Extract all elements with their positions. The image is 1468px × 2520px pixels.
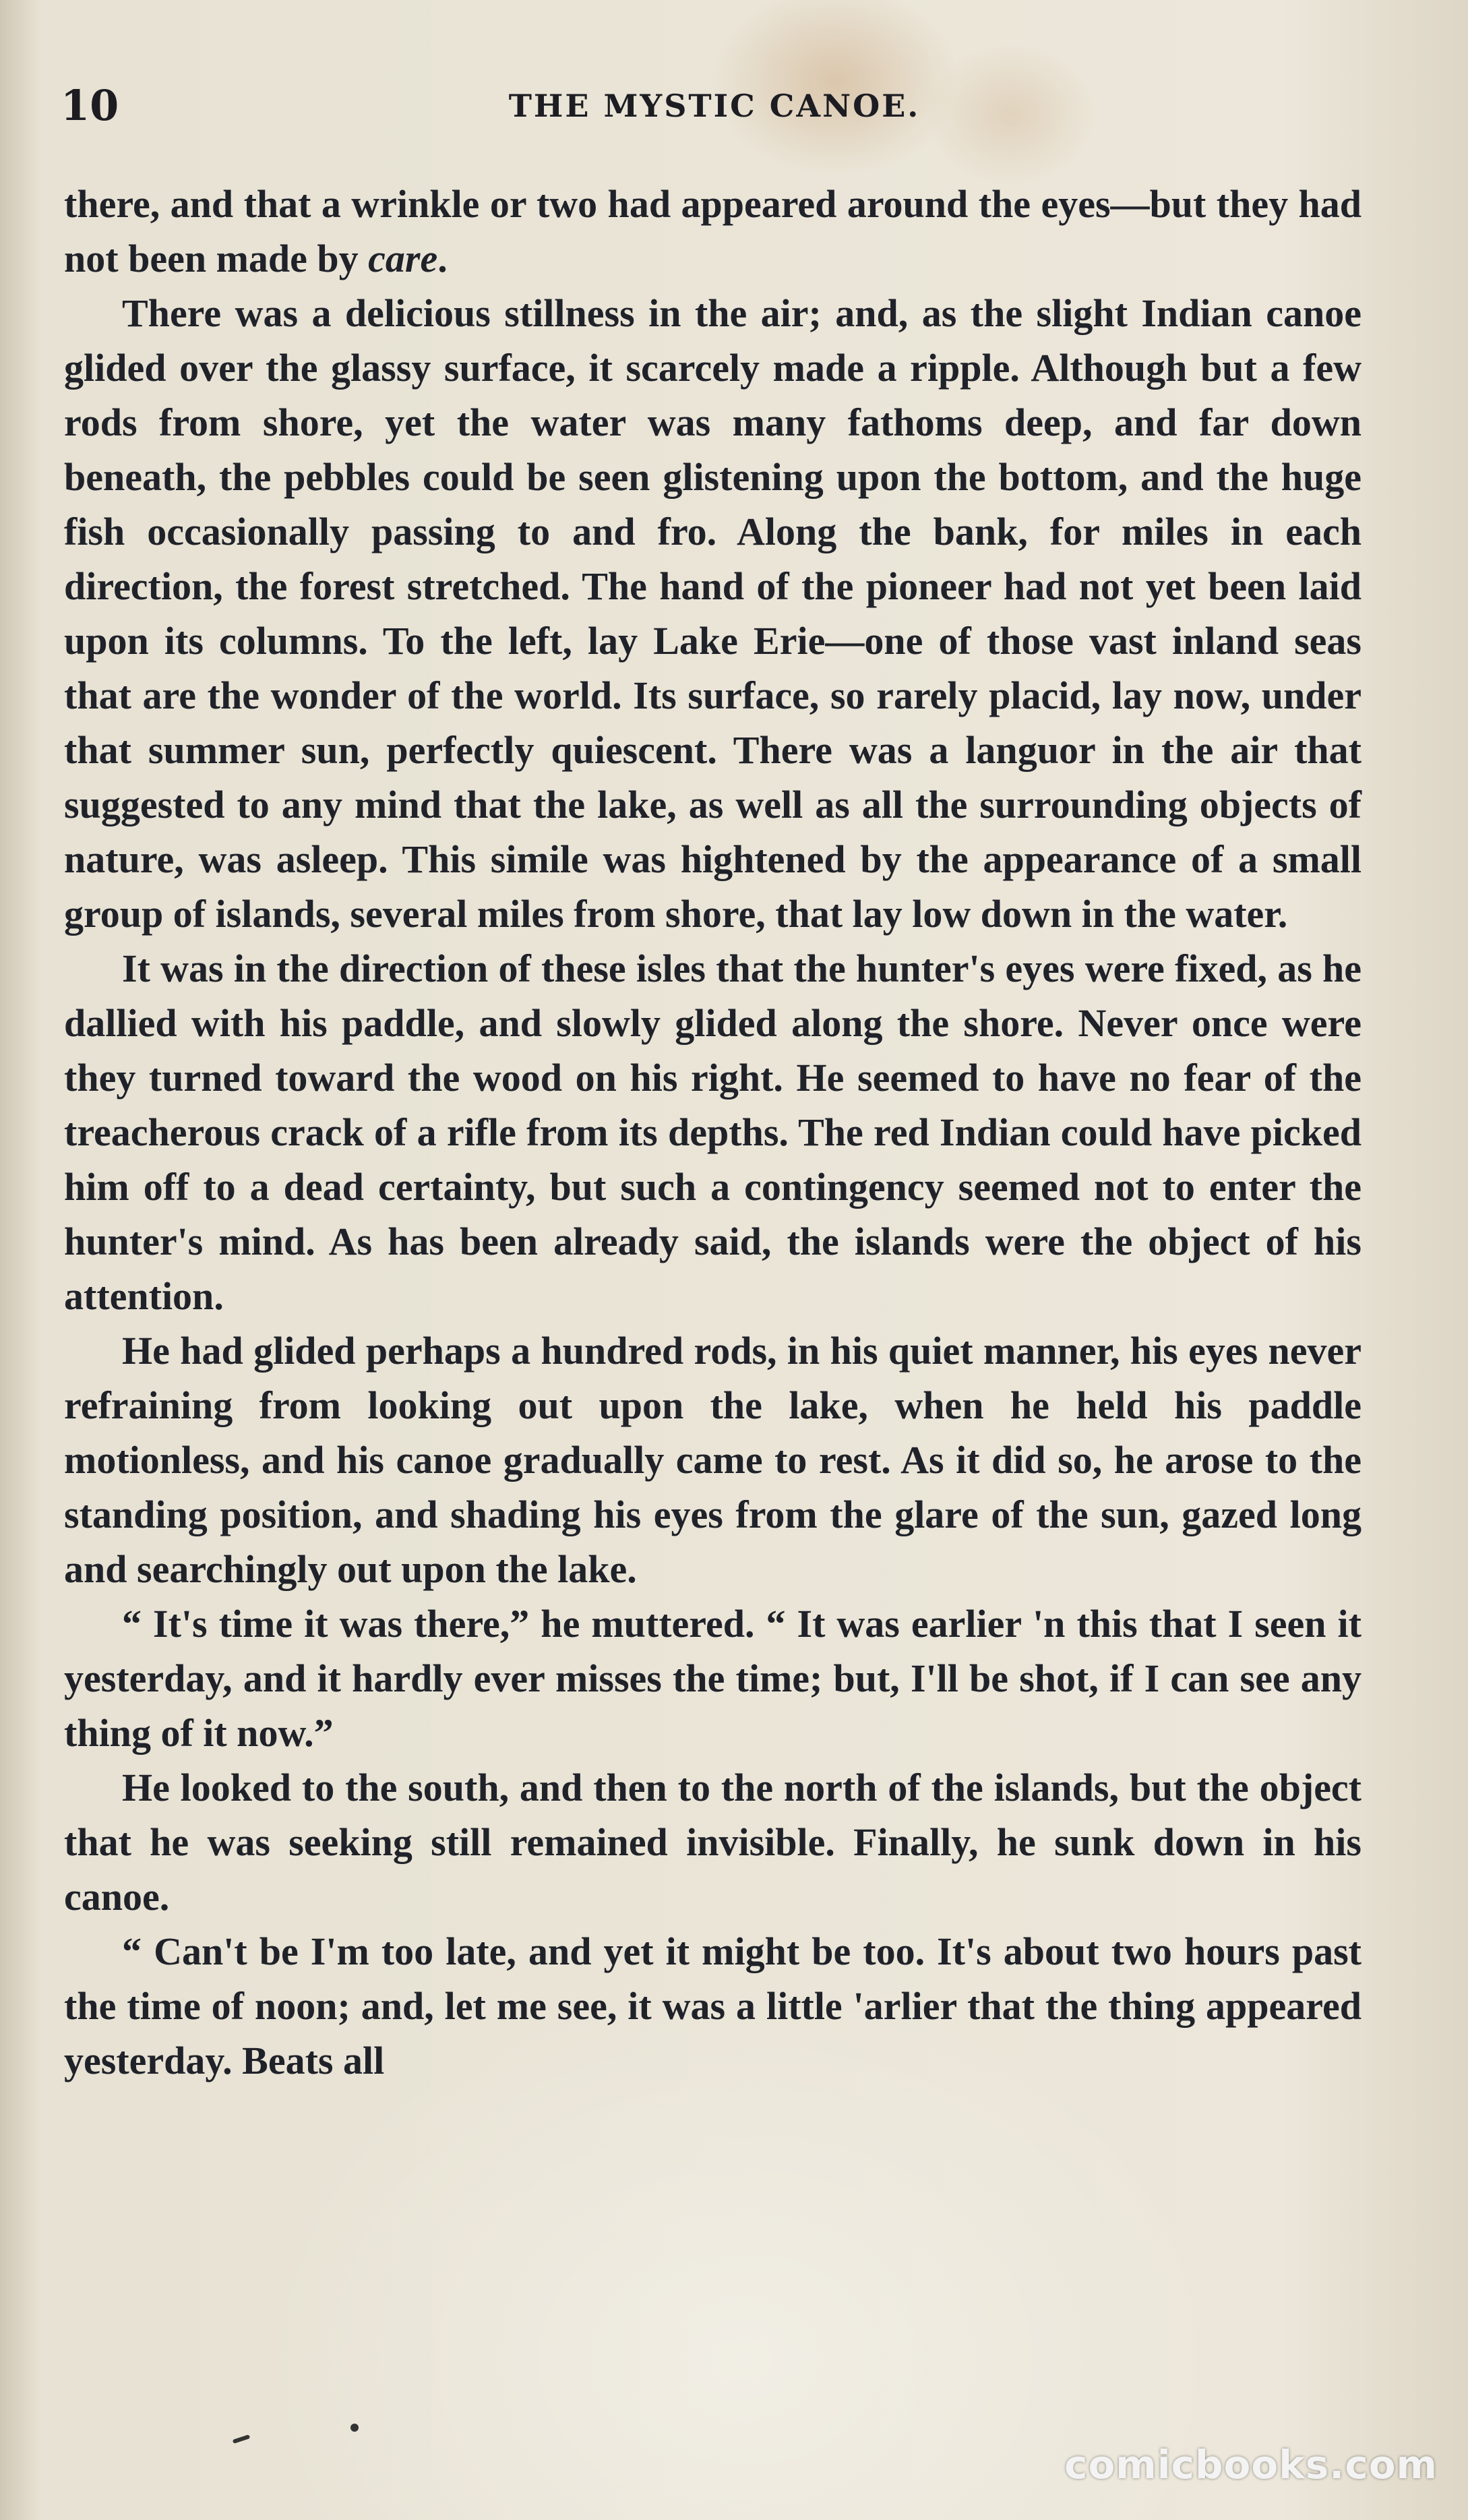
paragraph: He had glided perhaps a hundred rods, in his quiet manner, his eyes never refraining from looking out upon the lake, when he held his paddle motionless, and his canoe gradually came to rest. As it did so, he arose to the standing position, and shading his eyes from the glare of the sun, gazed long and searchingly out upon the lake. [64, 1329, 1362, 1591]
italic-word: care [368, 237, 438, 280]
paragraph-text: . [437, 237, 448, 280]
ink-speck [350, 2424, 359, 2432]
paragraph: There was a delicious stillness in the air; and, as the slight Indian canoe glided over the glassy surface, it scarcely made a ripple. Although but a few rods from shore, yet the water was many fathoms deep, and far down beneath, the pebbles could be seen glistening upon the bottom, and the huge fish occasionally passing to and fro. Along the bank, for miles in each direction, the forest stretched. The hand of the pioneer had not yet been laid upon its columns. To the left, lay Lake Erie—one of those vast inland seas that are the wonder of the world. Its surface, so rarely placid, lay now, under that summer sun, perfectly quiescent. There was a languor in the air that suggested to any mind that the lake, as well as all the surrounding objects of nature, was asleep. This simile was hightened by the appearance of a small group of islands, several miles from shore, that lay low down in the water. [64, 291, 1362, 936]
page-number: 10 [61, 81, 119, 130]
page-header [61, 81, 1368, 135]
body-text [64, 177, 1362, 2088]
paragraph: He looked to the south, and then to the north of the islands, but the object that he was seeking still remained invisible. Finally, he sunk down in his canoe. [64, 1766, 1362, 1919]
paragraph [64, 177, 1362, 286]
running-head: THE MYSTIC CANOE. [508, 88, 921, 124]
paragraph: It was in the direction of these isles that the hunter's eyes were fixed, as he dallied with his paddle, and slowly glided along the shore. Never once were they turned toward the wood on his right. He seemed to have no fear of the treacherous crack of a rifle from its depths. The red Indian could have picked him off to a dead certainty, but such a contingency seemed not to enter the hunter's mind. As has been already said, the islands were the object of his attention. [64, 947, 1362, 1318]
watermark: comicbooks.com [1064, 2442, 1438, 2488]
paragraph: “ Can't be I'm too late, and yet it might be too. It's about two hours past the time of noon; and, let me see, it was a little 'arlier that the thing appeared yesterday. Beats all [64, 1929, 1362, 2082]
paragraph: “ It's time it was there,” he muttered. “ It was earlier 'n this that I seen it yesterday, and it hardly ever misses the time; but, I'll be shot, if I can see any thing of it now.” [64, 1602, 1362, 1755]
paragraph-text: there, and that a wrinkle or two had appeared around the eyes—but they had not been made by [64, 182, 1362, 280]
ink-speck [233, 2434, 251, 2444]
